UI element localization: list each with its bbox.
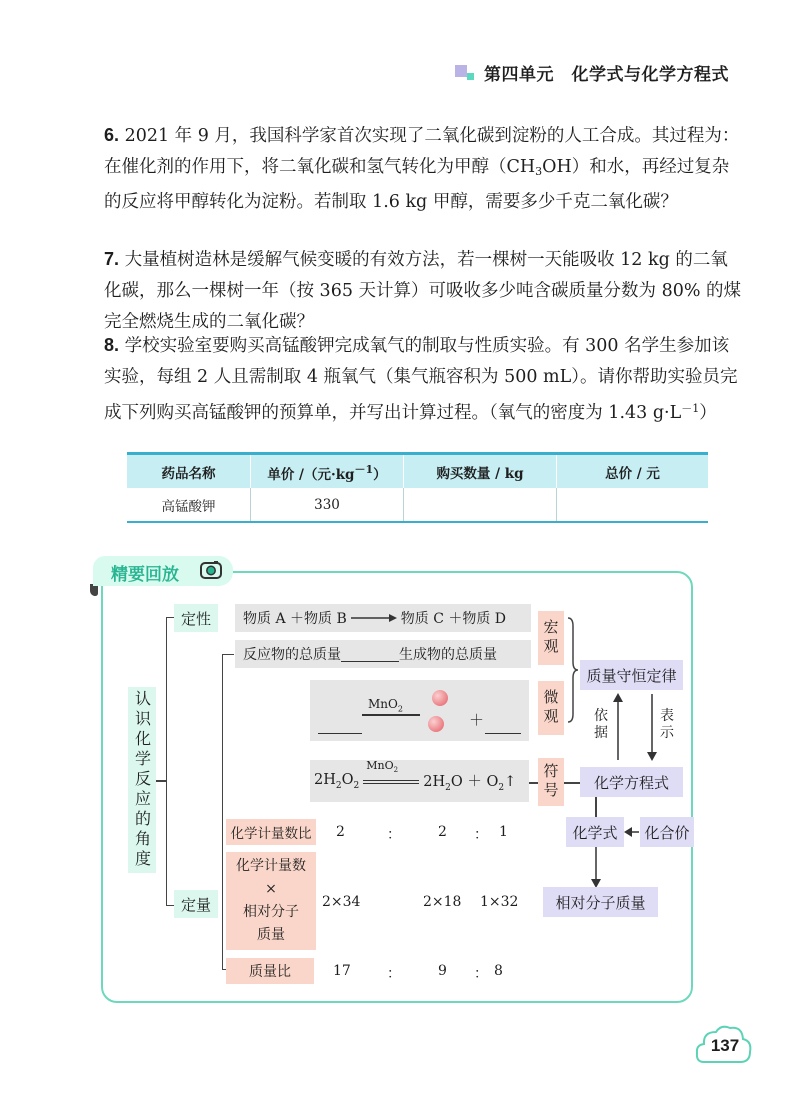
- coefficient: 2: [438, 824, 447, 840]
- problem-text: OH）和水，再经过复杂的反应将甲醇转化为淀粉。若制取 1.6 kg 甲醇，需要多少千克二氧化碳？: [104, 157, 730, 212]
- connector: [564, 782, 580, 784]
- table-cell-empty[interactable]: [557, 488, 709, 522]
- blank[interactable]: [341, 647, 399, 662]
- plus-sign: ＋: [469, 711, 485, 729]
- problem-number: 7.: [104, 249, 120, 269]
- oxygen-atom: [432, 690, 448, 706]
- coefficient: 2: [336, 824, 345, 840]
- right-brace: [566, 616, 580, 724]
- header-decoration-square: [455, 65, 467, 77]
- connector: [595, 797, 597, 817]
- problem-8: [104, 330, 744, 429]
- problem-text: ）: [699, 403, 717, 423]
- problem-6: [104, 120, 744, 218]
- table-header-row: [127, 454, 708, 489]
- root-label: 认识化学反应的角度: [128, 687, 156, 873]
- ratio-colon: ：: [387, 827, 401, 843]
- table-row: [127, 488, 708, 522]
- ratio-colon: ：: [474, 966, 488, 982]
- catalyst-label: MnO$_2$: [368, 697, 403, 714]
- catalyst-label: MnO$_2$: [366, 759, 399, 775]
- product-mass-text: 生成物的总质量: [399, 647, 497, 663]
- product-label: [226, 852, 316, 950]
- down-arrow-icon: [590, 847, 602, 889]
- table-cell: 330: [251, 488, 404, 522]
- problem-number: 8.: [104, 335, 120, 355]
- problem-text: 2021 年 9 月，我国科学家首次实现了二氧化碳到淀粉的人工合成。其过程为：在催化剂的作用下，将二氧化碳和氢气转化为甲醇（CH: [104, 126, 740, 177]
- reactants-text: 物质 A ＋物质 B: [243, 611, 347, 627]
- quantitative-label: 定量: [174, 890, 218, 918]
- blank[interactable]: [485, 733, 521, 734]
- product-value: 1×32: [480, 894, 519, 910]
- column-header: 购买数量 / kg: [404, 454, 557, 489]
- subscript: 3: [535, 165, 543, 178]
- products-text: 物质 C ＋物质 D: [400, 611, 507, 627]
- symbol-label: 符号: [538, 758, 564, 806]
- chemical-equation: [310, 760, 529, 802]
- left-arrow-icon: [624, 826, 640, 838]
- camera-icon: [199, 558, 223, 582]
- mass-ratio-value: 17: [333, 963, 351, 979]
- mass-ratio-label: 质量比: [226, 958, 314, 984]
- ratio-colon: ：: [387, 966, 401, 982]
- budget-table: [127, 452, 708, 523]
- micro-label: 微观: [538, 681, 564, 735]
- page-number: 137: [710, 1036, 740, 1055]
- equation-lhs: $2H_2O_2$: [314, 771, 360, 791]
- product-value: 2×34: [322, 894, 361, 910]
- qualitative-label: 定性: [174, 604, 218, 632]
- chemical-formula-label: 化学式: [566, 817, 624, 847]
- connector: [156, 780, 166, 782]
- problem-number: 6.: [104, 125, 120, 145]
- product-label-line: 质量: [257, 927, 285, 943]
- table-cell: 高锰酸钾: [127, 488, 251, 522]
- product-label-line: ×: [265, 881, 277, 897]
- equation-rhs: $2H_2O$ ＋ $O_2↑$: [423, 773, 517, 793]
- product-value: 2×18: [423, 894, 462, 910]
- equals-sign: [363, 759, 419, 791]
- column-header: 药品名称: [127, 454, 251, 489]
- micro-equation-box: [310, 680, 529, 741]
- oxygen-atom: [428, 716, 444, 732]
- superscript: －1: [681, 402, 700, 415]
- product-label-line: 化学计量数: [236, 858, 306, 874]
- product-label-line: 相对分子: [243, 904, 299, 920]
- column-header: 总价 / 元: [557, 454, 709, 489]
- mass-relation: [235, 640, 531, 668]
- problem-text: 大量植树造林是缓解气候变暖的有效方法，若一棵树一天能吸收 12 kg 的二氧化碳，那么一棵树一年（按 365 天计算）可吸收多少吨含碳质量分数为 80% 的煤完全燃烧生成的二氧化碳？: [104, 250, 742, 332]
- table-cell-empty[interactable]: [404, 488, 557, 522]
- up-arrow-icon: [612, 692, 624, 762]
- express-label: 表示: [660, 708, 674, 741]
- ratio-colon: ：: [474, 827, 488, 843]
- coefficient-ratio-label: 化学计量数比: [226, 819, 316, 845]
- basis-label: 依据: [594, 708, 608, 741]
- down-arrow-icon: [646, 692, 658, 762]
- coefficient: 1: [499, 824, 508, 840]
- column-header: 单价 /（元$\cdot kg^{-1}$）: [251, 454, 404, 489]
- connector: [529, 782, 538, 784]
- reactant-mass-text: 反应物的总质量: [243, 647, 341, 663]
- mass-conservation-law: 质量守恒定律: [580, 660, 683, 690]
- word-equation: [235, 604, 531, 632]
- macro-label: 宏观: [538, 611, 564, 665]
- blank[interactable]: [318, 733, 362, 734]
- mass-ratio-value: 9: [438, 963, 447, 979]
- problem-text: 学校实验室要购买高锰酸钾完成氧气的制取与性质实验。有 300 名学生参加该实验，每组 2 人且需制取 4 瓶氧气（集气瓶容积为 500 mL）。请你帮助实验员完成下列购买高锰酸钾的预算单，并写出计算过程。（氧气的密度为 1.43 g·L: [104, 336, 738, 423]
- main-bracket: [166, 617, 174, 906]
- problem-7: [104, 244, 744, 338]
- header-decoration-square-small: [467, 73, 474, 80]
- review-title: 精要回放: [111, 565, 179, 584]
- unit-title: 第四单元 化学式与化学方程式: [484, 65, 729, 84]
- mass-ratio-value: 8: [494, 963, 503, 979]
- relative-molecular-mass-label: 相对分子质量: [543, 887, 658, 917]
- arrow-icon: [351, 613, 397, 623]
- valence-label: 化合价: [640, 817, 694, 847]
- reaction-line: [362, 714, 420, 716]
- chemical-equation-label: 化学方程式: [580, 767, 683, 797]
